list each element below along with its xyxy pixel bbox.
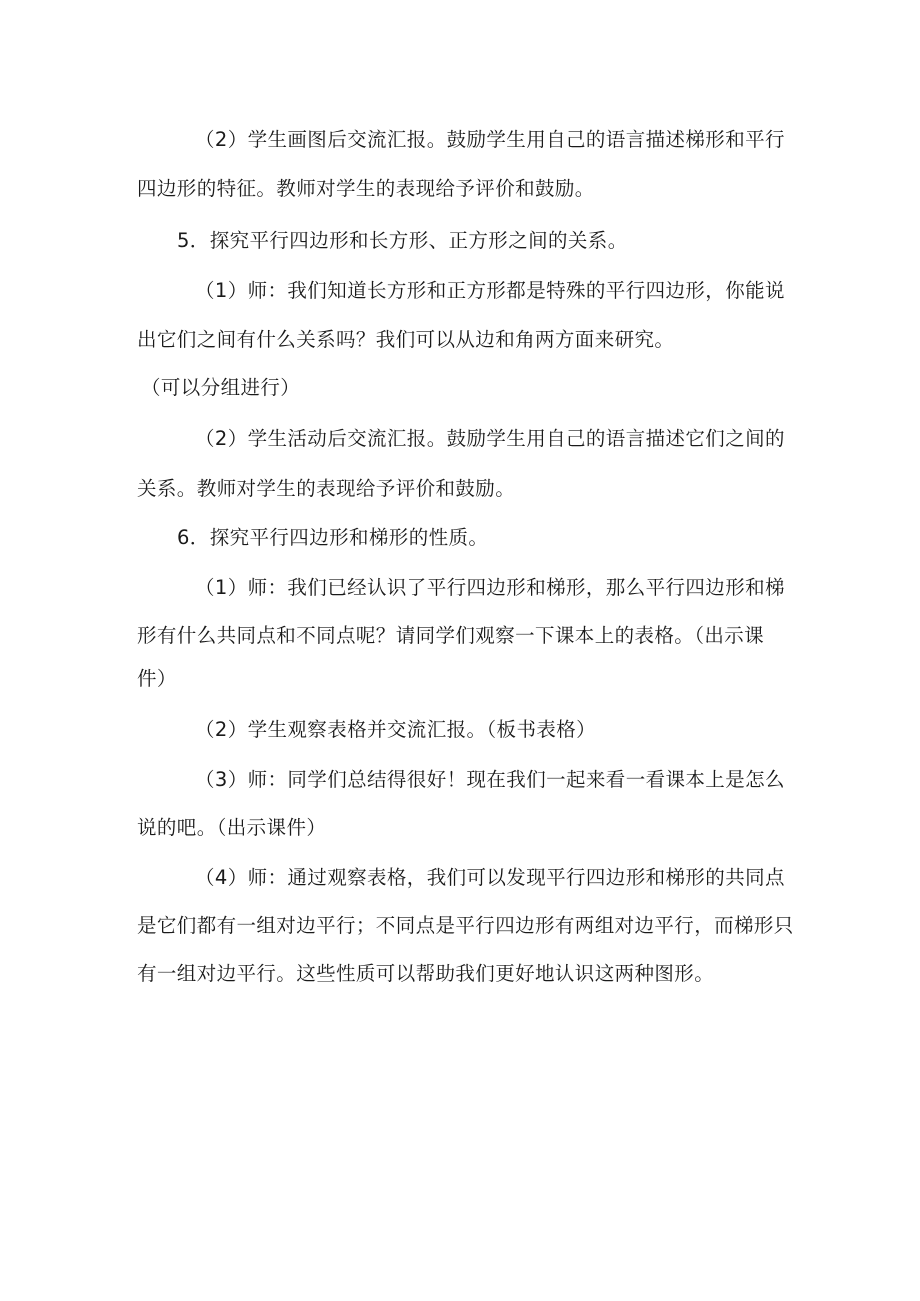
text-line: （4）师：通过观察表格，我们可以发现平行四边形和梯形的共同点: [195, 866, 785, 889]
text-line: 件）: [137, 667, 177, 690]
text-line: 说的吧。（出示课件）: [137, 816, 327, 839]
text-line: 四边形的特征。教师对学生的表现给予评价和鼓励。: [137, 177, 595, 200]
text-line: 是它们都有一组对边平行；不同点是平行四边形有两组对边平行，而梯形只: [137, 914, 794, 937]
text-line: 有一组对边平行。这些性质可以帮助我们更好地认识这两种图形。: [137, 962, 715, 985]
section-heading-6: 6．探究平行四边形和梯形的性质。: [177, 526, 489, 549]
text-line: （1）师：我们知道长方形和正方形都是特殊的平行四边形，你能说: [195, 279, 785, 302]
text-line: （3）师：同学们总结得很好！现在我们一起来看一看课本上是怎么: [195, 768, 785, 791]
section-heading-5: 5．探究平行四边形和长方形、正方形之间的关系。: [177, 229, 628, 252]
text-line: （2）学生观察表格并交流汇报。（板书表格）: [195, 718, 597, 741]
text-line: 出它们之间有什么关系吗？我们可以从边和角两方面来研究。: [137, 328, 675, 351]
text-line: 关系。教师对学生的表现给予评价和鼓励。: [137, 477, 516, 500]
text-line: （2）学生画图后交流汇报。鼓励学生用自己的语言描述梯形和平行: [195, 128, 785, 151]
text-line: 形有什么共同点和不同点呢？请同学们观察一下课本上的表格。（出示课: [137, 624, 765, 647]
text-line: （可以分组进行）: [141, 376, 301, 399]
text-line: （1）师：我们已经认识了平行四边形和梯形，那么平行四边形和梯: [195, 576, 785, 599]
text-line: （2）学生活动后交流汇报。鼓励学生用自己的语言描述它们之间的: [195, 427, 785, 450]
